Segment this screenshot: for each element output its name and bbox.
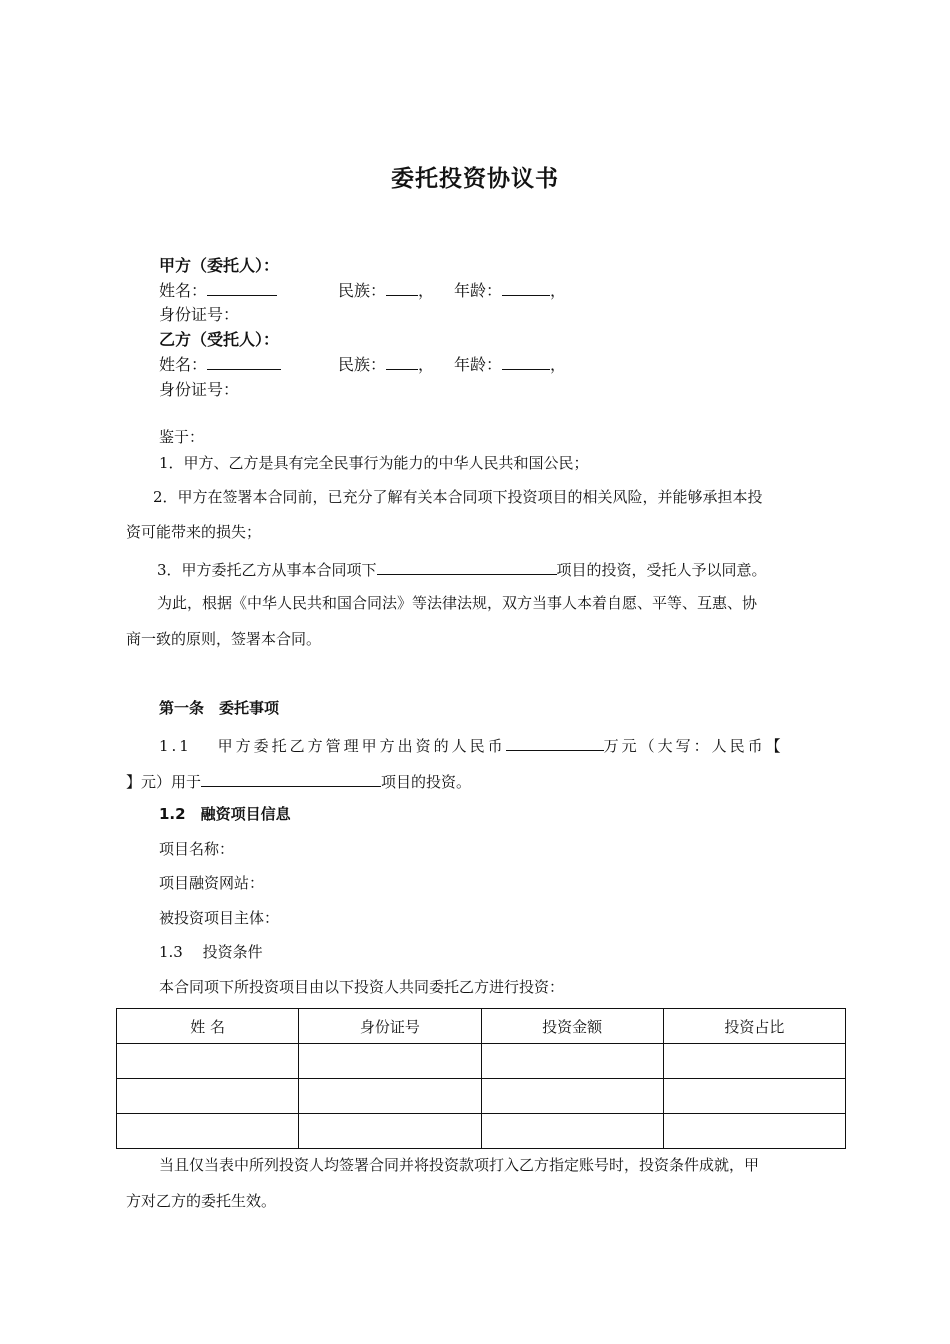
clause-1-1-amount-blank[interactable] bbox=[506, 736, 604, 751]
project-site-label: 项目融资网站： bbox=[159, 874, 265, 892]
party-a-age-row bbox=[454, 278, 566, 301]
header-amount: 投资金额 bbox=[481, 1009, 663, 1044]
article-1-heading: 第一条 委托事项 bbox=[159, 699, 280, 717]
party-a-name-blank[interactable] bbox=[207, 281, 277, 296]
table-cell[interactable] bbox=[481, 1044, 663, 1079]
table-intro: 本合同项下所投资项目由以下投资人共同委托乙方进行投资： bbox=[159, 978, 565, 996]
whereas-item-1: 1．甲方、乙方是具有完全民事行为能力的中华人民共和国公民； bbox=[159, 454, 589, 472]
whereas-item-3-prefix: 3．甲方委托乙方从事本合同项下 bbox=[157, 561, 377, 579]
table-cell[interactable] bbox=[299, 1114, 481, 1149]
whereas-item-2-line-2: 资可能带来的损失； bbox=[126, 523, 262, 541]
party-a-age-blank[interactable] bbox=[502, 281, 550, 296]
party-a-heading: 甲方（委托人）： bbox=[159, 256, 280, 275]
party-a-ethnicity-label: 民族： bbox=[338, 281, 387, 300]
party-a-id-label: 身份证号： bbox=[159, 305, 240, 324]
clause-1-2-heading: 1.2 融资项目信息 bbox=[159, 805, 291, 823]
table-cell[interactable] bbox=[663, 1044, 845, 1079]
header-id-number: 身份证号 bbox=[299, 1009, 481, 1044]
whereas-item-2-line-1: 2．甲方在签署本合同前，已充分了解有关本合同项下投资项目的相关风险，并能够承担本投 bbox=[153, 488, 763, 506]
party-a-ethnicity-comma: ， bbox=[418, 281, 435, 300]
table-cell[interactable] bbox=[663, 1079, 845, 1114]
party-b-ethnicity-row bbox=[338, 352, 434, 375]
party-a-name-label: 姓名： bbox=[159, 281, 208, 300]
clause-1-1-line-1 bbox=[159, 736, 784, 755]
document-title: 委托投资协议书 bbox=[391, 166, 559, 192]
party-b-heading: 乙方（受托人）： bbox=[159, 330, 280, 349]
therefore-line-2: 商一致的原则，签署本合同。 bbox=[126, 630, 322, 648]
clause-1-1-mid: 万元（大写：人民币【 bbox=[603, 737, 784, 755]
party-b-age-blank[interactable] bbox=[502, 355, 550, 370]
clause-1-1-project-blank[interactable] bbox=[201, 772, 381, 787]
table-cell[interactable] bbox=[481, 1114, 663, 1149]
party-b-ethnicity-label: 民族： bbox=[338, 355, 387, 374]
party-a-age-comma: ， bbox=[550, 281, 567, 300]
header-name: 姓 名 bbox=[117, 1009, 299, 1044]
therefore-line-1: 为此，根据《中华人民共和国合同法》等法律法规，双方当事人本着自愿、平等、互惠、协 bbox=[157, 594, 758, 612]
party-b-name-blank[interactable] bbox=[207, 355, 281, 370]
clause-1-1-prefix: 1.1 甲方委托乙方管理甲方出资的人民币 bbox=[159, 737, 506, 755]
party-b-age-comma: ， bbox=[550, 355, 567, 374]
whereas-item-3-suffix: 项目的投资，受托人予以同意。 bbox=[556, 561, 767, 579]
table-cell[interactable] bbox=[117, 1044, 299, 1079]
party-b-name-label: 姓名： bbox=[159, 355, 208, 374]
party-b-ethnicity-blank[interactable] bbox=[386, 355, 418, 370]
table-cell[interactable] bbox=[481, 1079, 663, 1114]
party-a-name-row bbox=[159, 278, 277, 301]
party-b-id-label: 身份证号： bbox=[159, 380, 240, 399]
investor-table-header-row bbox=[117, 1009, 846, 1044]
table-cell[interactable] bbox=[299, 1079, 481, 1114]
party-b-age-row bbox=[454, 352, 566, 375]
clause-1-3-heading: 1.3 投资条件 bbox=[159, 943, 263, 961]
table-row bbox=[117, 1044, 846, 1079]
header-ratio: 投资占比 bbox=[663, 1009, 845, 1044]
party-b-age-label: 年龄： bbox=[454, 355, 503, 374]
table-cell[interactable] bbox=[117, 1114, 299, 1149]
whereas-item-3-project-blank[interactable] bbox=[377, 560, 557, 575]
clause-1-1-line-2 bbox=[126, 772, 471, 791]
table-cell[interactable] bbox=[299, 1044, 481, 1079]
clause-1-1-line-2-suffix: 项目的投资。 bbox=[381, 773, 472, 791]
party-a-ethnicity-row bbox=[338, 278, 434, 301]
table-cell[interactable] bbox=[117, 1079, 299, 1114]
project-entity-label: 被投资项目主体： bbox=[159, 909, 280, 927]
table-cell[interactable] bbox=[663, 1114, 845, 1149]
party-a-ethnicity-blank[interactable] bbox=[386, 281, 418, 296]
party-b-name-row bbox=[159, 352, 281, 375]
whereas-item-3 bbox=[157, 560, 767, 579]
project-name-label: 项目名称： bbox=[159, 840, 235, 858]
table-row bbox=[117, 1114, 846, 1149]
party-b-ethnicity-comma: ， bbox=[418, 355, 435, 374]
table-row bbox=[117, 1079, 846, 1114]
condition-line-1: 当且仅当表中所列投资人均签署合同并将投资款项打入乙方指定账号时，投资条件成就，甲 bbox=[159, 1156, 760, 1174]
investor-table bbox=[116, 1008, 846, 1149]
party-a-age-label: 年龄： bbox=[454, 281, 503, 300]
condition-line-2: 方对乙方的委托生效。 bbox=[126, 1192, 277, 1210]
whereas-label: 鉴于： bbox=[159, 428, 205, 446]
clause-1-1-line-2-prefix: 】元）用于 bbox=[126, 773, 202, 791]
